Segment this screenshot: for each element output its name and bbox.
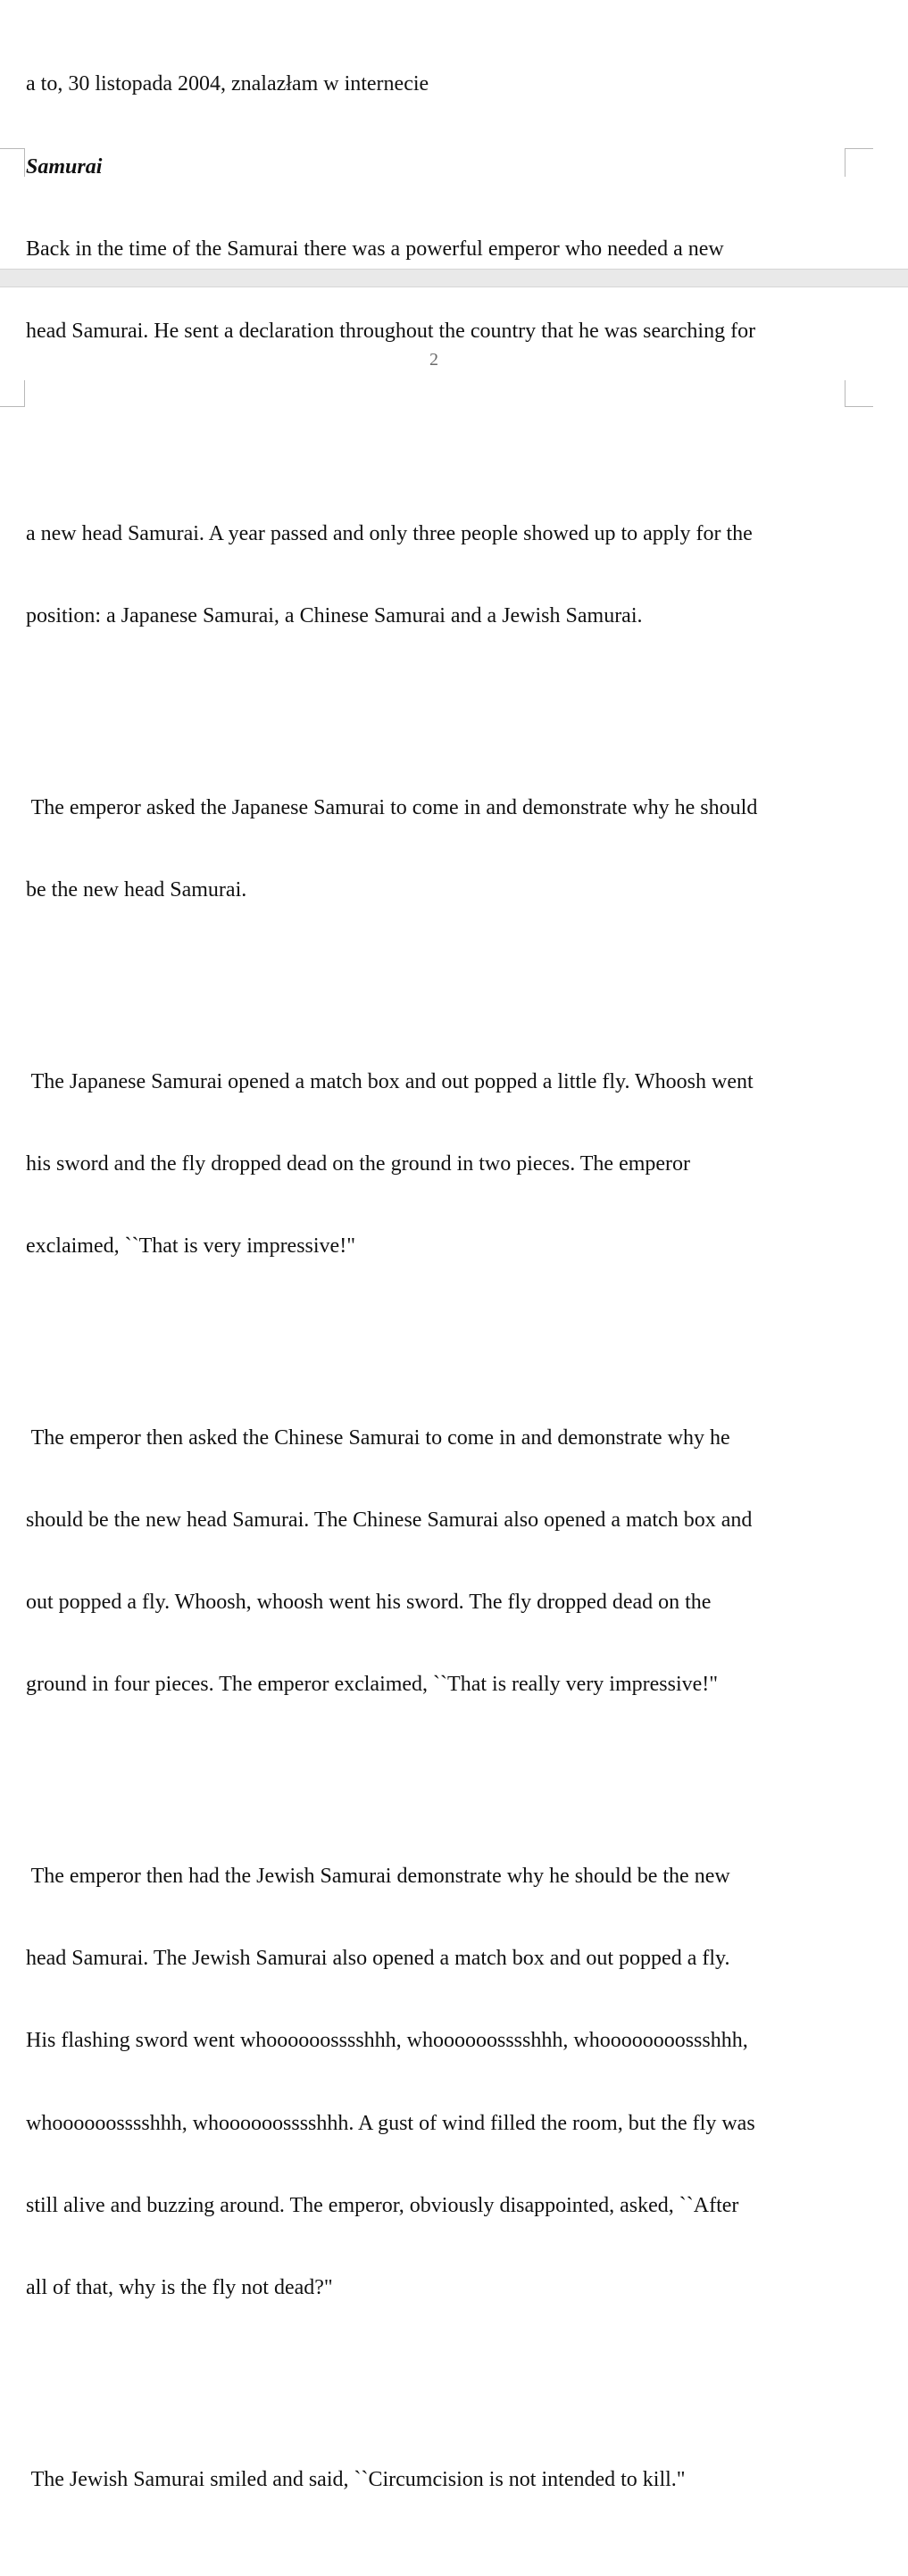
body-line: exclaimed, ``That is very impressive!" xyxy=(26,1234,355,1259)
header-line: a to, 30 listopada 2004, znalazłam w internecie xyxy=(26,72,429,96)
page-1-bottom-left-margin-mark xyxy=(0,148,25,177)
body-line: a new head Samurai. A year passed and only three people showed up to apply for the xyxy=(26,521,753,545)
paragraph xyxy=(26,739,883,959)
paragraph xyxy=(26,465,883,685)
body-line: ground in four pieces. The emperor exclaimed, ``That is really very impressive!" xyxy=(26,1673,719,1697)
body-line: The Japanese Samurai opened a match box and out popped a little fly. Whoosh went xyxy=(26,1069,754,1093)
page-number: 2 xyxy=(429,350,438,370)
body-line: head Samurai. He sent a declaration throughout the country that he was searching for xyxy=(26,319,756,343)
body-line: out popped a fly. Whoosh, whoosh went his sword. The fly dropped dead on the xyxy=(26,1591,712,1615)
body-line: Back in the time of the Samurai there was a powerful emperor who needed a new xyxy=(26,237,724,261)
page-2-body xyxy=(26,411,883,2576)
body-line: The emperor then asked the Chinese Samurai to come in and demonstrate why he xyxy=(26,1426,730,1450)
body-line: His flashing sword went whoooooosssshhh, whoooooosssshhh, whoooooooossshhh, xyxy=(26,2029,748,2053)
body-line: head Samurai. The Jewish Samurai also opened a match box and out popped a fly. xyxy=(26,1947,730,1971)
paragraph xyxy=(26,1370,883,1754)
body-line: The emperor then had the Jewish Samurai demonstrate why he should be the new xyxy=(26,1865,730,1889)
body-line: his sword and the fly dropped dead on the ground in two pieces. The emperor xyxy=(26,1151,691,1176)
page-1-body xyxy=(26,16,883,372)
paragraph xyxy=(26,1013,883,1315)
page-2-top-right-margin-mark xyxy=(845,380,873,407)
body-line: should be the new head Samurai. The Chinese Samurai also opened a match box and xyxy=(26,1508,753,1533)
body-line: be the new head Samurai. xyxy=(26,877,247,902)
document-title: Samurai xyxy=(26,154,103,179)
body-line: The Jewish Samurai smiled and said, ``Circumcision is not intended to kill." xyxy=(26,2467,686,2491)
body-line: still alive and buzzing around. The emperor, obviously disappointed, asked, ``After xyxy=(26,2193,739,2217)
body-line: whoooooosssshhh, whoooooosssshhh. A gust of wind filled the room, but the fly was xyxy=(26,2111,755,2135)
body-line: The emperor asked the Japanese Samurai to come in and demonstrate why he should xyxy=(26,795,758,819)
page-1-bottom-right-margin-mark xyxy=(845,148,873,177)
paragraph xyxy=(26,2411,883,2548)
paragraph xyxy=(26,1808,883,2356)
body-line: position: a Japanese Samurai, a Chinese Samurai and a Jewish Samurai. xyxy=(26,603,643,627)
body-line: all of that, why is the fly not dead?" xyxy=(26,2275,333,2299)
page-2-top-left-margin-mark xyxy=(0,380,25,407)
page-break-gap xyxy=(0,269,908,287)
